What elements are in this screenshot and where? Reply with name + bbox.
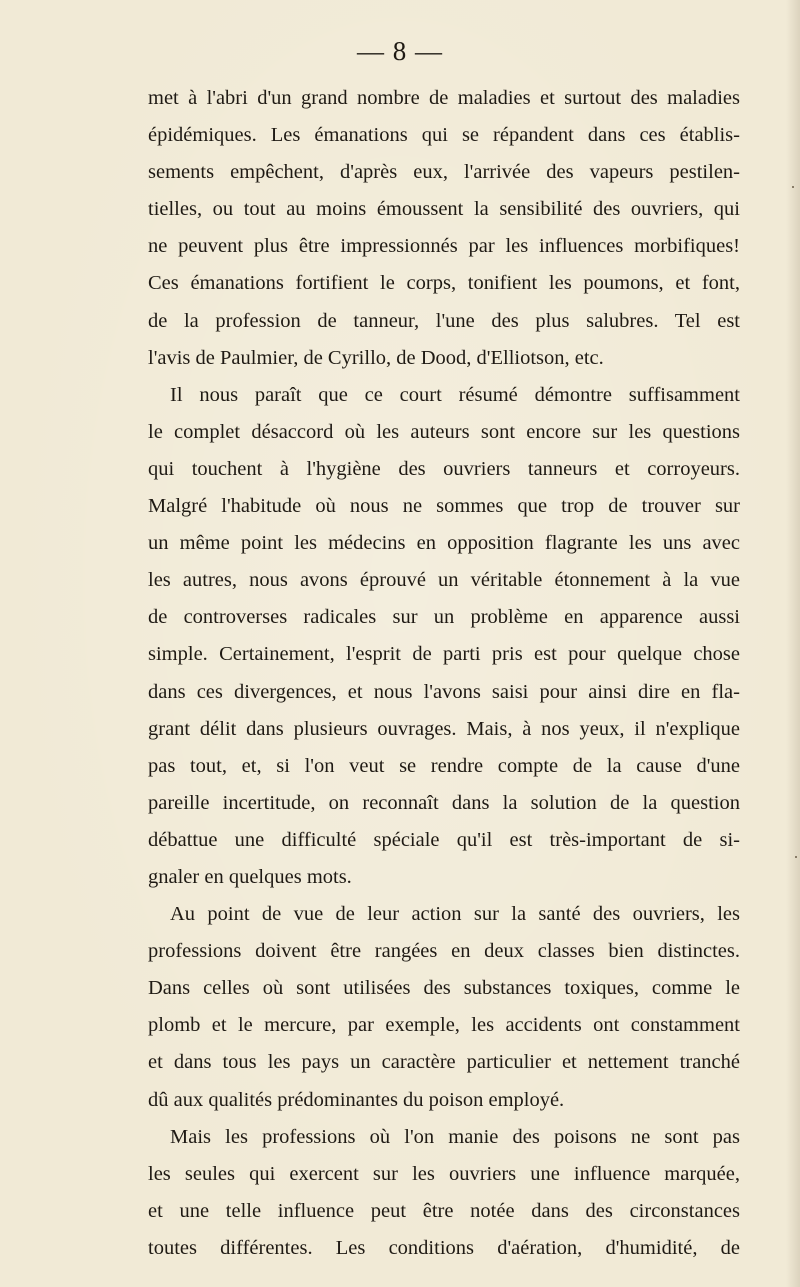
text-line: sements empêchent, d'après eux, l'arrivée des vapeurs pestilen- bbox=[148, 161, 740, 184]
text-line: de controverses radicales sur un problème en apparence aussi bbox=[148, 606, 740, 629]
text-line: le complet désaccord où les auteurs sont encore sur les questions bbox=[148, 420, 740, 443]
text-line: simple. Certainement, l'esprit de parti pris est pour quelque chose bbox=[148, 643, 740, 666]
paragraph-first-line: Au point de vue de leur action sur la santé des ouvriers, les bbox=[170, 903, 740, 926]
text-line: tielles, ou tout au moins émoussent la sensibilité des ouvriers, qui bbox=[148, 198, 740, 221]
paragraph-first-line: Il nous paraît que ce court résumé démontre suffisamment bbox=[170, 383, 740, 406]
text-line: professions doivent être rangées en deux classes bien distinctes. bbox=[148, 940, 740, 963]
text-line: et une telle influence peut être notée dans des circonstances bbox=[148, 1199, 740, 1222]
text-line: les seules qui exercent sur les ouvriers une influence marquée, bbox=[148, 1162, 740, 1185]
paper-speck bbox=[795, 856, 797, 858]
text-line: met à l'abri d'un grand nombre de maladies et surtout des maladies bbox=[148, 87, 740, 109]
text-line: dans ces divergences, et nous l'avons saisi pour ainsi dire en fla- bbox=[148, 680, 740, 703]
page-number: — 8 — bbox=[357, 36, 443, 66]
text-line: grant délit dans plusieurs ouvrages. Mais, à nos yeux, il n'explique bbox=[148, 717, 740, 740]
text-line: débattue une difficulté spéciale qu'il est très-important de si- bbox=[148, 828, 740, 851]
text-line: épidémiques. Les émanations qui se répandent dans ces établis- bbox=[148, 124, 740, 147]
text-line: les autres, nous avons éprouvé un véritable étonnement à la vue bbox=[148, 569, 740, 592]
text-line: de la profession de tanneur, l'une des plus salubres. Tel est bbox=[148, 309, 740, 332]
body-text bbox=[148, 80, 740, 1267]
text-line: pas tout, et, si l'on veut se rendre compte de la cause d'une bbox=[148, 754, 740, 777]
text-line: pareille incertitude, on reconnaît dans la solution de la question bbox=[148, 791, 740, 814]
text-line: Malgré l'habitude où nous ne sommes que trop de trouver sur bbox=[148, 495, 740, 518]
text-line: Dans celles où sont utilisées des substances toxiques, comme le bbox=[148, 977, 740, 1000]
page-edge-shadow bbox=[786, 0, 800, 1287]
paper-speck bbox=[792, 186, 794, 188]
text-line: un même point les médecins en opposition flagrante les uns avec bbox=[148, 532, 740, 555]
text-line: plomb et le mercure, par exemple, les accidents ont constamment bbox=[148, 1014, 740, 1037]
text-line: gnaler en quelques mots. bbox=[148, 865, 352, 888]
text-line: Ces émanations fortifient le corps, tonifient les poumons, et font, bbox=[148, 272, 740, 295]
text-line: dû aux qualités prédominantes du poison employé. bbox=[148, 1088, 565, 1111]
text-line: toutes différentes. Les conditions d'aération, d'humidité, de bbox=[148, 1236, 740, 1259]
text-line: qui touchent à l'hygiène des ouvriers tanneurs et corroyeurs. bbox=[148, 457, 740, 480]
text-line: ne peuvent plus être impressionnés par les influences morbifiques! bbox=[148, 235, 740, 258]
paragraph-first-line: Mais les professions où l'on manie des poisons ne sont pas bbox=[170, 1125, 740, 1148]
text-line: l'avis de Paulmier, de Cyrillo, de Dood, d'Elliotson, etc. bbox=[148, 346, 604, 369]
text-line: et dans tous les pays un caractère particulier et nettement tranché bbox=[148, 1051, 740, 1074]
